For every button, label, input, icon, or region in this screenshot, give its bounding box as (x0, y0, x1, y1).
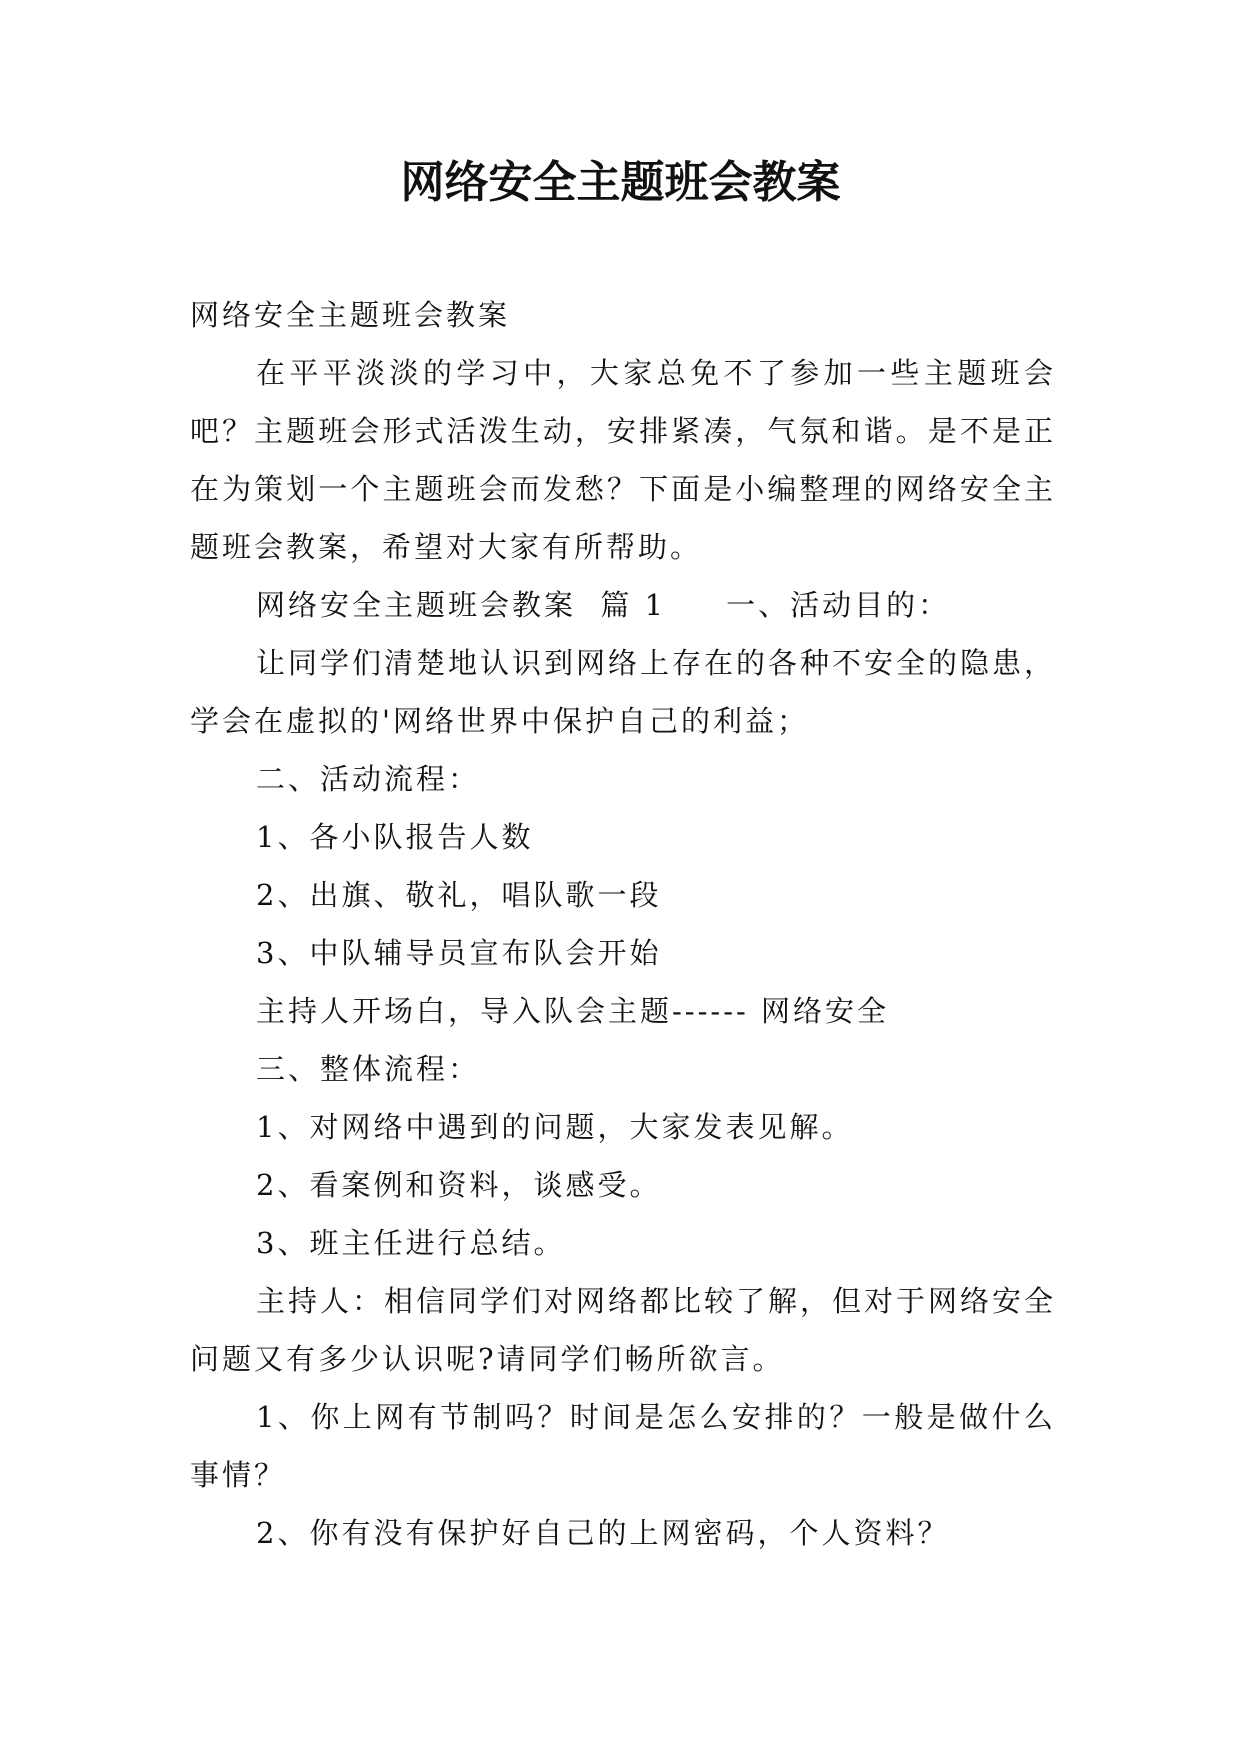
host-question-paragraph: 主持人：相信同学们对网络都比较了解，但对于网络安全问题又有多少认识呢?请同学们畅所欲言。 (190, 1284, 1057, 1376)
overall-item: 1、对网络中遇到的问题，大家发表见解。 (256, 1110, 854, 1144)
section-label: 网络安全主题班会教案 篇 1 (256, 588, 667, 622)
goal-paragraph: 让同学们清楚地认识到网络上存在的各种不安全的隐患，学会在虚拟的'网络世界中保护自己的利益； (190, 646, 1057, 738)
process-heading: 二、活动流程： (256, 762, 481, 796)
document-body (190, 286, 1056, 1562)
document-subtitle: 网络安全主题班会教案 (190, 298, 511, 332)
intro-paragraph: 在平平淡淡的学习中，大家总免不了参加一些主题班会吧？主题班会形式活泼生动，安排紧凑，气氛和谐。是不是正在为策划一个主题班会而发愁？下面是小编整理的网络安全主题班会教案，希望对大家有所帮助。 (190, 356, 1056, 564)
goal-heading: 一、活动目的： (726, 588, 951, 622)
overall-item: 3、班主任进行总结。 (256, 1226, 566, 1260)
question-item: 1、你上网有节制吗？时间是怎么安排的？一般是做什么事情？ (190, 1400, 1056, 1492)
host-opening: 主持人开场白，导入队会主题------ 网络安全 (256, 994, 890, 1028)
process-item: 3、中队辅导员宣布队会开始 (256, 936, 662, 970)
section-heading-line (190, 576, 1056, 634)
process-item: 2、出旗、敬礼，唱队歌一段 (256, 878, 662, 912)
overall-heading: 三、整体流程： (256, 1052, 481, 1086)
process-item: 1、各小队报告人数 (256, 820, 534, 854)
question-item: 2、你有没有保护好自己的上网密码，个人资料？ (256, 1516, 950, 1550)
overall-item: 2、看案例和资料，谈感受。 (256, 1168, 662, 1202)
document-title: 网络安全主题班会教案 (400, 157, 841, 208)
